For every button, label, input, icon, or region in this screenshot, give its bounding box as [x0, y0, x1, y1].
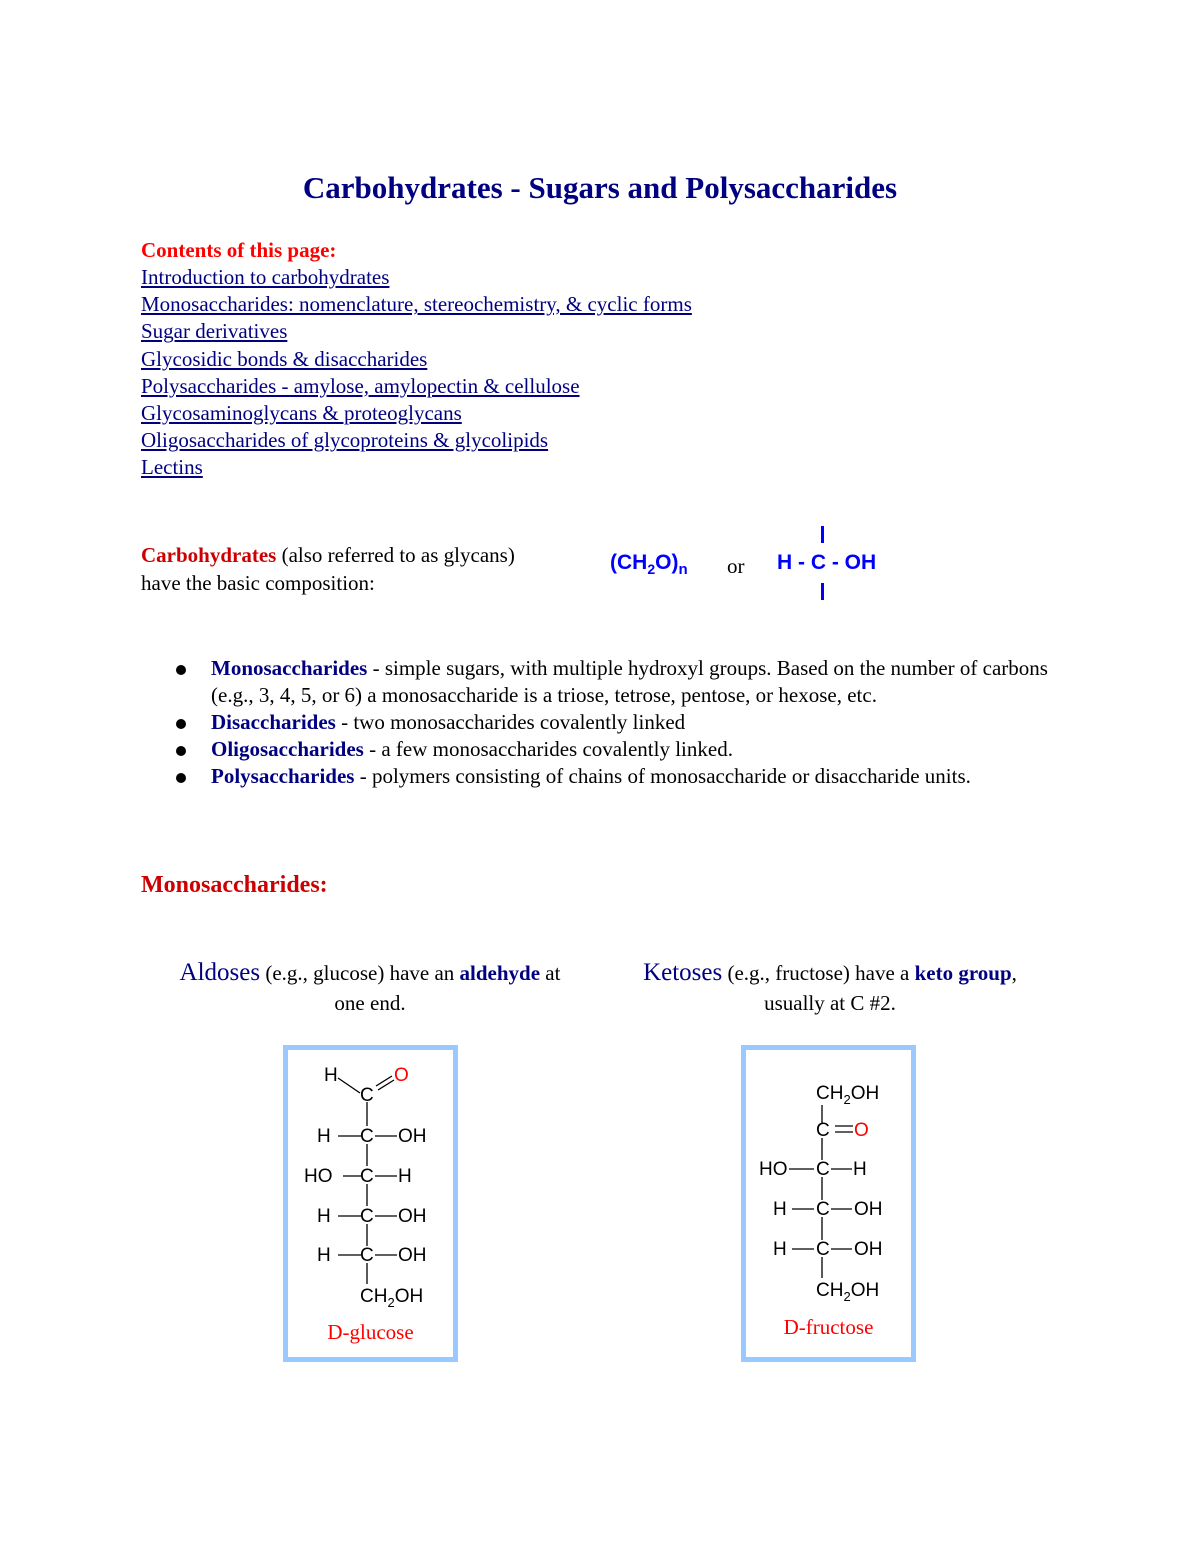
toc-link-polysaccharides[interactable]: Polysaccharides - amylose, amylopectin & cellulose [141, 373, 580, 398]
glucose-structure-box [283, 1045, 458, 1362]
atom-h: H [324, 1065, 338, 1086]
atom-c: C [360, 1126, 374, 1147]
atom-o: O [394, 1065, 409, 1086]
contents-heading: Contents of this page: [141, 238, 337, 262]
bullet-text: - two monosaccharides covalently linked [335, 710, 686, 734]
toc-link-monosaccharides[interactable]: Monosaccharides: nomenclature, stereochemistry, & cyclic forms [141, 292, 692, 317]
atom-c: C [360, 1206, 374, 1227]
formula-part: O) [655, 551, 679, 574]
list-item [141, 655, 1061, 709]
bullet-icon [176, 665, 186, 675]
bullet-icon [176, 719, 186, 729]
group-ch2oh: $CH_2OH$ [360, 1286, 424, 1310]
toc-item [141, 373, 692, 400]
group-oh: OH [398, 1126, 427, 1147]
bullet-term: Oligosaccharides [211, 737, 364, 761]
formula-ch2o-n [610, 551, 688, 578]
glucose-structure-diagram [288, 1050, 453, 1357]
caption-text: one end. [334, 991, 406, 1015]
caption-text: (e.g., glucose) have an [260, 961, 460, 985]
formula-or: or [727, 554, 745, 578]
caption-bold: aldehyde [459, 961, 541, 985]
toc-link-sugar-derivatives[interactable]: Sugar derivatives [141, 319, 288, 344]
list-item [141, 709, 1061, 736]
toc-item [141, 318, 692, 345]
ketoses-term: Ketoses [643, 959, 723, 986]
toc-link-lectins[interactable]: Lectins [141, 455, 203, 480]
ketoses-caption [600, 958, 1060, 1018]
group-oh: OH [398, 1245, 427, 1266]
formula-hcoh: H - C - OH [777, 551, 877, 574]
toc-item [141, 346, 692, 373]
atom-c: C [816, 1239, 830, 1260]
atom-h: H [853, 1159, 867, 1180]
caption-text: at [540, 961, 561, 985]
formula-subscript: 2 [647, 561, 656, 578]
group-oh: OH [854, 1199, 883, 1220]
group-oh: OH [398, 1206, 427, 1227]
toc-link-glycosaminoglycans[interactable]: Glycosaminoglycans & proteoglycans [141, 401, 462, 426]
bullet-term: Polysaccharides [211, 764, 355, 788]
carbohydrate-types-list [141, 655, 1061, 790]
intro-text-2: have the basic composition: [141, 571, 375, 595]
toc-item [141, 454, 692, 481]
formula-part: (CH [610, 551, 648, 574]
caption-text: , [1011, 961, 1017, 985]
atom-c: C [816, 1199, 830, 1220]
bullet-term: Disaccharides [211, 710, 336, 734]
intro-term: Carbohydrates [141, 543, 277, 567]
group-ch2oh: $CH_2OH$ [816, 1280, 880, 1304]
toc-link-glycosidic-bonds[interactable]: Glycosidic bonds & disaccharides [141, 346, 428, 371]
group-ho: HO [304, 1166, 333, 1187]
aldoses-caption [140, 958, 600, 1018]
bullet-text: - polymers consisting of chains of monosaccharide or disaccharide units. [354, 764, 971, 788]
atom-h: H [317, 1126, 331, 1147]
fructose-structure-diagram [746, 1050, 911, 1357]
list-item [141, 736, 1061, 763]
group-oh: OH [854, 1239, 883, 1260]
intro-text-1: (also referred to as glycans) [276, 543, 515, 567]
bullet-term: Monosaccharides [211, 656, 368, 680]
atom-c: C [816, 1120, 830, 1141]
bond-line-top [821, 526, 824, 543]
group-ho: HO [759, 1159, 788, 1180]
toc-item [141, 400, 692, 427]
aldoses-term: Aldoses [179, 959, 261, 986]
monosaccharides-heading: Monosaccharides: [141, 872, 328, 898]
page-title: Carbohydrates - Sugars and Polysaccharides [302, 170, 898, 205]
toc-link-introduction[interactable]: Introduction to carbohydrates [141, 265, 390, 289]
list-item [141, 763, 1061, 790]
bullet-text: - a few monosaccharides covalently linked. [363, 737, 733, 761]
glucose-label: D-glucose [327, 1320, 414, 1344]
bond-line-bottom [821, 583, 824, 600]
atom-h: H [317, 1206, 331, 1227]
atom-h: H [398, 1166, 412, 1187]
fructose-label: D-fructose [783, 1315, 874, 1339]
atom-h: H [773, 1239, 787, 1260]
group-ch2oh: $CH_2OH$ [816, 1083, 880, 1107]
bullet-text: - simple sugars, with multiple hydroxyl groups. Based on the number of carbons (e.g., 3, 4, 5, or 6) a monosaccharide is a triose, tetrose, pentose, or hexose, etc. [211, 656, 1048, 707]
caption-bold: keto group [914, 961, 1012, 985]
atom-o: O [854, 1120, 869, 1141]
table-of-contents [141, 264, 692, 482]
atom-c: C [360, 1166, 374, 1187]
toc-link-oligosaccharides[interactable]: Oligosaccharides of glycoproteins & glycolipids [141, 428, 549, 453]
atom-c: C [816, 1159, 830, 1180]
atom-c: C [360, 1245, 374, 1266]
caption-text: (e.g., fructose) have a [722, 961, 915, 985]
intro-paragraph [141, 541, 591, 597]
bullet-icon [176, 746, 186, 756]
toc-item [141, 427, 692, 454]
atom-h: H [317, 1245, 331, 1266]
toc-item [141, 291, 692, 318]
atom-h: H [773, 1199, 787, 1220]
toc-item [141, 264, 692, 291]
atom-c: C [360, 1085, 374, 1106]
bullet-icon [176, 773, 186, 783]
caption-text: usually at C #2. [764, 991, 896, 1015]
fructose-structure-box [741, 1045, 916, 1362]
formula-subscript-n: n [678, 561, 688, 579]
